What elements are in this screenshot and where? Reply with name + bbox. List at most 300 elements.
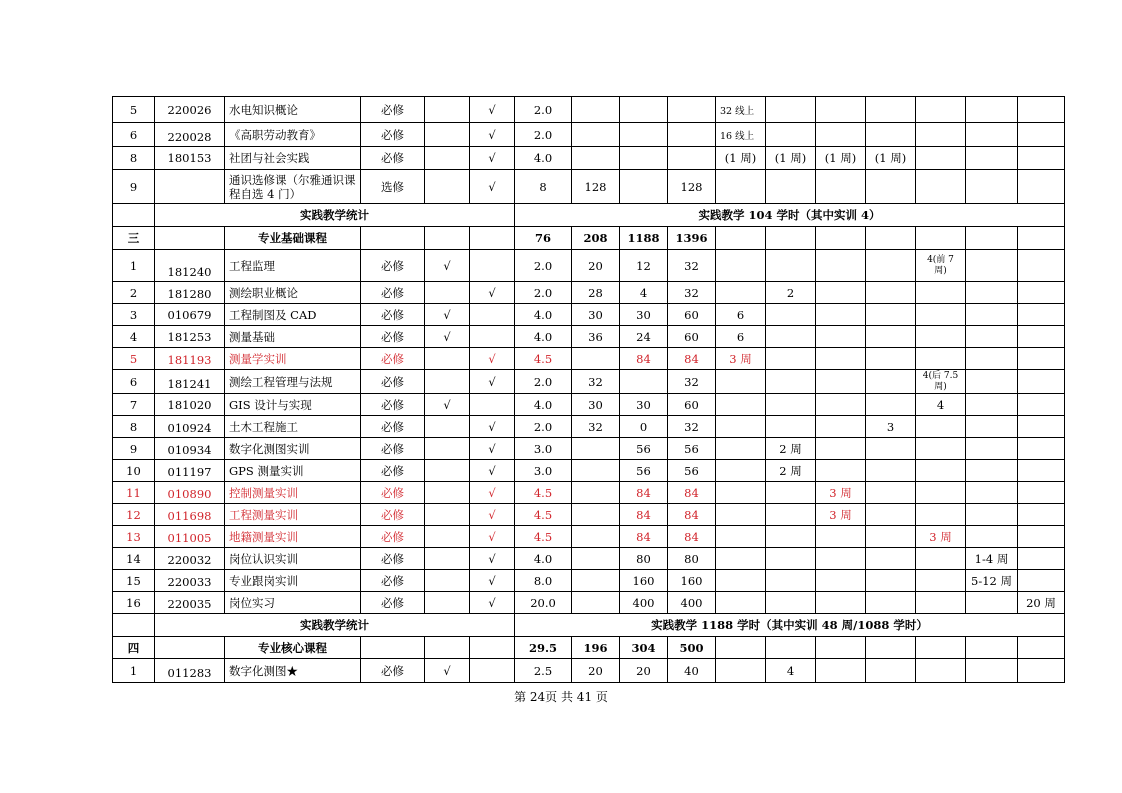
check-mark: √: [470, 460, 515, 482]
semester-7: [1018, 348, 1065, 370]
semester-1: 3 周: [716, 348, 766, 370]
credit-cell: 2.0: [515, 250, 572, 282]
semester-1: [716, 526, 766, 548]
section-theory: 196: [572, 637, 620, 659]
semester-6: [966, 147, 1018, 170]
theory-hours: [572, 123, 620, 147]
semester-7: [1018, 123, 1065, 147]
credit-cell: 4.5: [515, 482, 572, 504]
semester-5: [916, 592, 966, 614]
total-hours: 84: [668, 348, 716, 370]
row-number: 15: [113, 570, 155, 592]
total-hours: 400: [668, 592, 716, 614]
semester-2: 2 周: [766, 460, 816, 482]
total-hours: [668, 97, 716, 123]
exam-mark: √: [425, 326, 470, 348]
semester-2: [766, 123, 816, 147]
semester-2: 2: [766, 282, 816, 304]
semester-4: (1 周): [866, 147, 916, 170]
semester-3: [816, 304, 866, 326]
total-hours: 160: [668, 570, 716, 592]
semester-4: [866, 482, 916, 504]
course-name: 工程制图及 CAD: [225, 304, 361, 326]
semester-5: [916, 97, 966, 123]
credit-cell: 8: [515, 170, 572, 204]
credit-cell: 4.0: [515, 548, 572, 570]
semester-6: [966, 592, 1018, 614]
semester-4: [866, 304, 916, 326]
semester-4: [866, 282, 916, 304]
course-code: 220033: [155, 570, 225, 592]
theory-hours: [572, 548, 620, 570]
semester-3: [816, 170, 866, 204]
theory-hours: [572, 526, 620, 548]
stat-label: 实践教学统计: [155, 614, 515, 637]
semester-5: [916, 326, 966, 348]
theory-hours: 32: [572, 416, 620, 438]
practice-hours: 24: [620, 326, 668, 348]
semester-2: [766, 370, 816, 394]
course-code: 010890: [155, 482, 225, 504]
course-name: 岗位认识实训: [225, 548, 361, 570]
semester-3: [816, 326, 866, 348]
semester-7: [1018, 97, 1065, 123]
section-header-row: [113, 637, 1065, 659]
course-type: 必修: [361, 123, 425, 147]
semester-5: [916, 438, 966, 460]
table-row: [113, 326, 1065, 348]
credit-cell: 20.0: [515, 592, 572, 614]
semester-4: [866, 326, 916, 348]
blank-cell: [866, 637, 916, 659]
table-row: [113, 416, 1065, 438]
course-code: 220026: [155, 97, 225, 123]
exam-mark: [425, 147, 470, 170]
credit-cell: 2.0: [515, 370, 572, 394]
practice-hours: [620, 147, 668, 170]
check-mark: √: [470, 438, 515, 460]
semester-6: 1-4 周: [966, 548, 1018, 570]
total-hours: 60: [668, 326, 716, 348]
semester-1: [716, 438, 766, 460]
semester-1: [716, 570, 766, 592]
course-name: 数字化测图★: [225, 659, 361, 683]
blank-cell: [425, 637, 470, 659]
course-type: 必修: [361, 97, 425, 123]
stat-value: 实践教学 104 学时（其中实训 4）: [515, 204, 1065, 227]
semester-7: [1018, 394, 1065, 416]
exam-mark: [425, 526, 470, 548]
row-number: 7: [113, 394, 155, 416]
total-hours: 56: [668, 438, 716, 460]
practice-hours: 80: [620, 548, 668, 570]
table-row: [113, 170, 1065, 204]
course-type: 必修: [361, 482, 425, 504]
semester-2: [766, 170, 816, 204]
course-type: 必修: [361, 147, 425, 170]
semester-6: [966, 659, 1018, 683]
course-name: 通识选修课（尔雅通识课程自选 4 门）: [225, 170, 361, 204]
course-name: GIS 设计与实现: [225, 394, 361, 416]
semester-5: [916, 548, 966, 570]
table-row: [113, 504, 1065, 526]
blank-cell: [766, 227, 816, 250]
course-type: 必修: [361, 250, 425, 282]
check-mark: √: [470, 97, 515, 123]
table-row: [113, 438, 1065, 460]
blank-cell: [916, 227, 966, 250]
exam-mark: √: [425, 659, 470, 683]
semester-6: [966, 394, 1018, 416]
semester-6: [966, 416, 1018, 438]
semester-3: [816, 416, 866, 438]
row-number: 6: [113, 370, 155, 394]
total-hours: 40: [668, 659, 716, 683]
section-name: 专业核心课程: [225, 637, 361, 659]
table-row: [113, 548, 1065, 570]
course-name: 测量学实训: [225, 348, 361, 370]
semester-6: [966, 526, 1018, 548]
check-mark: √: [470, 592, 515, 614]
semester-1: [716, 592, 766, 614]
course-type: 必修: [361, 659, 425, 683]
practice-hours: 84: [620, 526, 668, 548]
section-practice: 1188: [620, 227, 668, 250]
course-name: 《高职劳动教育》: [225, 123, 361, 147]
semester-4: [866, 526, 916, 548]
credit-cell: 4.0: [515, 304, 572, 326]
blank-cell: [816, 637, 866, 659]
semester-5: [916, 460, 966, 482]
check-mark: √: [470, 123, 515, 147]
semester-5: [916, 416, 966, 438]
semester-7: [1018, 370, 1065, 394]
semester-4: [866, 348, 916, 370]
semester-1: [716, 250, 766, 282]
table-row: [113, 304, 1065, 326]
course-name: 专业跟岗实训: [225, 570, 361, 592]
semester-5: 4(前 7 周): [916, 250, 966, 282]
course-code: 011005: [155, 526, 225, 548]
check-mark: √: [470, 526, 515, 548]
semester-7: [1018, 438, 1065, 460]
semester-7: [1018, 416, 1065, 438]
course-type: 必修: [361, 394, 425, 416]
semester-6: [966, 326, 1018, 348]
section-total: 500: [668, 637, 716, 659]
theory-hours: 20: [572, 250, 620, 282]
semester-3: 3 周: [816, 482, 866, 504]
course-name: 测绘工程管理与法规: [225, 370, 361, 394]
table-row: [113, 592, 1065, 614]
course-name: 数字化测图实训: [225, 438, 361, 460]
total-hours: 84: [668, 482, 716, 504]
semester-2: [766, 526, 816, 548]
semester-6: [966, 123, 1018, 147]
total-hours: 84: [668, 504, 716, 526]
exam-mark: [425, 460, 470, 482]
exam-mark: √: [425, 304, 470, 326]
semester-3: [816, 370, 866, 394]
practice-hours: 4: [620, 282, 668, 304]
course-code: [155, 170, 225, 204]
credit-cell: 2.0: [515, 416, 572, 438]
semester-6: [966, 482, 1018, 504]
row-number: 10: [113, 460, 155, 482]
course-type: 必修: [361, 460, 425, 482]
practice-hours: [620, 97, 668, 123]
practice-hours: 160: [620, 570, 668, 592]
course-code: 010934: [155, 438, 225, 460]
semester-4: [866, 460, 916, 482]
section-number: 四: [113, 637, 155, 659]
semester-5: 3 周: [916, 526, 966, 548]
exam-mark: [425, 416, 470, 438]
exam-mark: [425, 548, 470, 570]
practice-stat-row: [113, 204, 1065, 227]
semester-2: [766, 482, 816, 504]
row-number: 1: [113, 250, 155, 282]
semester-6: [966, 282, 1018, 304]
credit-cell: 3.0: [515, 460, 572, 482]
table-row: [113, 526, 1065, 548]
course-type: 必修: [361, 416, 425, 438]
practice-hours: [620, 370, 668, 394]
blank-cell: [113, 204, 155, 227]
semester-5: [916, 348, 966, 370]
semester-2: 4: [766, 659, 816, 683]
semester-6: [966, 304, 1018, 326]
semester-7: [1018, 659, 1065, 683]
theory-hours: 30: [572, 394, 620, 416]
course-type: 必修: [361, 282, 425, 304]
check-mark: √: [470, 282, 515, 304]
blank-cell: [966, 227, 1018, 250]
semester-5: 4: [916, 394, 966, 416]
semester-4: [866, 394, 916, 416]
check-mark: √: [470, 170, 515, 204]
credit-cell: 4.5: [515, 526, 572, 548]
credit-cell: 4.0: [515, 394, 572, 416]
semester-3: [816, 97, 866, 123]
course-name: 控制测量实训: [225, 482, 361, 504]
semester-3: [816, 548, 866, 570]
blank-cell: [425, 227, 470, 250]
semester-1: [716, 482, 766, 504]
check-mark: √: [470, 504, 515, 526]
course-code: 181240: [155, 250, 225, 282]
row-number: 9: [113, 438, 155, 460]
theory-hours: 128: [572, 170, 620, 204]
course-type: 必修: [361, 548, 425, 570]
semester-2: [766, 548, 816, 570]
check-mark: √: [470, 570, 515, 592]
check-mark: [470, 304, 515, 326]
exam-mark: √: [425, 250, 470, 282]
semester-2: (1 周): [766, 147, 816, 170]
row-number: 6: [113, 123, 155, 147]
stat-label: 实践教学统计: [155, 204, 515, 227]
check-mark: √: [470, 370, 515, 394]
course-name: 社团与社会实践: [225, 147, 361, 170]
semester-2: [766, 592, 816, 614]
semester-7: [1018, 170, 1065, 204]
practice-stat-row: [113, 614, 1065, 637]
semester-7: [1018, 570, 1065, 592]
semester-6: [966, 504, 1018, 526]
row-number: 9: [113, 170, 155, 204]
blank-cell: [716, 227, 766, 250]
exam-mark: √: [425, 394, 470, 416]
credit-cell: 4.0: [515, 147, 572, 170]
course-name: 工程测量实训: [225, 504, 361, 526]
blank-cell: [716, 637, 766, 659]
course-code: 181193: [155, 348, 225, 370]
course-type: 选修: [361, 170, 425, 204]
semester-1: 6: [716, 304, 766, 326]
practice-hours: 20: [620, 659, 668, 683]
semester-7: [1018, 147, 1065, 170]
practice-hours: 12: [620, 250, 668, 282]
exam-mark: [425, 438, 470, 460]
course-name: 测绘职业概论: [225, 282, 361, 304]
theory-hours: 28: [572, 282, 620, 304]
course-plan-table: [112, 96, 1065, 683]
course-name: GPS 测量实训: [225, 460, 361, 482]
table-row: [113, 348, 1065, 370]
blank-cell: [113, 614, 155, 637]
semester-3: [816, 348, 866, 370]
semester-5: [916, 170, 966, 204]
table-row: [113, 570, 1065, 592]
theory-hours: [572, 348, 620, 370]
semester-6: [966, 97, 1018, 123]
course-code: 181020: [155, 394, 225, 416]
check-mark: √: [470, 147, 515, 170]
practice-hours: 400: [620, 592, 668, 614]
theory-hours: 32: [572, 370, 620, 394]
practice-hours: 0: [620, 416, 668, 438]
section-name: 专业基础课程: [225, 227, 361, 250]
semester-2: [766, 416, 816, 438]
row-number: 3: [113, 304, 155, 326]
theory-hours: [572, 570, 620, 592]
semester-1: [716, 282, 766, 304]
course-code: 180153: [155, 147, 225, 170]
semester-7: [1018, 548, 1065, 570]
course-name: 地籍测量实训: [225, 526, 361, 548]
semester-1: 16 线上: [716, 123, 766, 147]
blank-cell: [361, 227, 425, 250]
exam-mark: [425, 482, 470, 504]
semester-3: 3 周: [816, 504, 866, 526]
semester-7: [1018, 504, 1065, 526]
course-type: 必修: [361, 570, 425, 592]
table-row: [113, 123, 1065, 147]
table-row: [113, 659, 1065, 683]
practice-hours: [620, 123, 668, 147]
table-row: [113, 394, 1065, 416]
semester-5: [916, 123, 966, 147]
course-type: 必修: [361, 326, 425, 348]
row-number: 4: [113, 326, 155, 348]
semester-3: [816, 250, 866, 282]
semester-1: [716, 394, 766, 416]
theory-hours: [572, 592, 620, 614]
theory-hours: 30: [572, 304, 620, 326]
course-code: 181241: [155, 370, 225, 394]
blank-cell: [470, 637, 515, 659]
theory-hours: [572, 97, 620, 123]
course-code: 010924: [155, 416, 225, 438]
row-number: 13: [113, 526, 155, 548]
semester-5: [916, 482, 966, 504]
semester-3: [816, 394, 866, 416]
semester-3: [816, 460, 866, 482]
check-mark: √: [470, 548, 515, 570]
check-mark: [470, 659, 515, 683]
blank-cell: [155, 637, 225, 659]
total-hours: 84: [668, 526, 716, 548]
exam-mark: [425, 504, 470, 526]
credit-cell: 2.0: [515, 282, 572, 304]
course-type: 必修: [361, 348, 425, 370]
semester-2: [766, 97, 816, 123]
check-mark: [470, 394, 515, 416]
check-mark: [470, 326, 515, 348]
row-number: 5: [113, 97, 155, 123]
semester-7: [1018, 304, 1065, 326]
semester-7: [1018, 460, 1065, 482]
semester-4: [866, 570, 916, 592]
blank-cell: [1018, 227, 1065, 250]
check-mark: √: [470, 482, 515, 504]
semester-2: [766, 504, 816, 526]
page-footer: 第 24页 共 41 页: [514, 690, 608, 704]
semester-6: [966, 370, 1018, 394]
course-code: 011197: [155, 460, 225, 482]
theory-hours: [572, 482, 620, 504]
course-code: 220035: [155, 592, 225, 614]
course-name: 土木工程施工: [225, 416, 361, 438]
exam-mark: [425, 282, 470, 304]
table-row: [113, 482, 1065, 504]
semester-2: 2 周: [766, 438, 816, 460]
practice-hours: 30: [620, 304, 668, 326]
semester-5: 4(后 7.5 周): [916, 370, 966, 394]
semester-4: 3: [866, 416, 916, 438]
row-number: 16: [113, 592, 155, 614]
semester-3: [816, 526, 866, 548]
total-hours: 32: [668, 370, 716, 394]
semester-7: 20 周: [1018, 592, 1065, 614]
total-hours: 56: [668, 460, 716, 482]
check-mark: √: [470, 416, 515, 438]
semester-3: [816, 438, 866, 460]
practice-hours: 30: [620, 394, 668, 416]
semester-7: [1018, 526, 1065, 548]
semester-1: [716, 370, 766, 394]
row-number: 8: [113, 416, 155, 438]
blank-cell: [361, 637, 425, 659]
course-code: 011283: [155, 659, 225, 683]
semester-4: [866, 504, 916, 526]
credit-cell: 2.0: [515, 97, 572, 123]
theory-hours: [572, 460, 620, 482]
semester-4: [866, 170, 916, 204]
total-hours: 80: [668, 548, 716, 570]
table-row: [113, 97, 1065, 123]
